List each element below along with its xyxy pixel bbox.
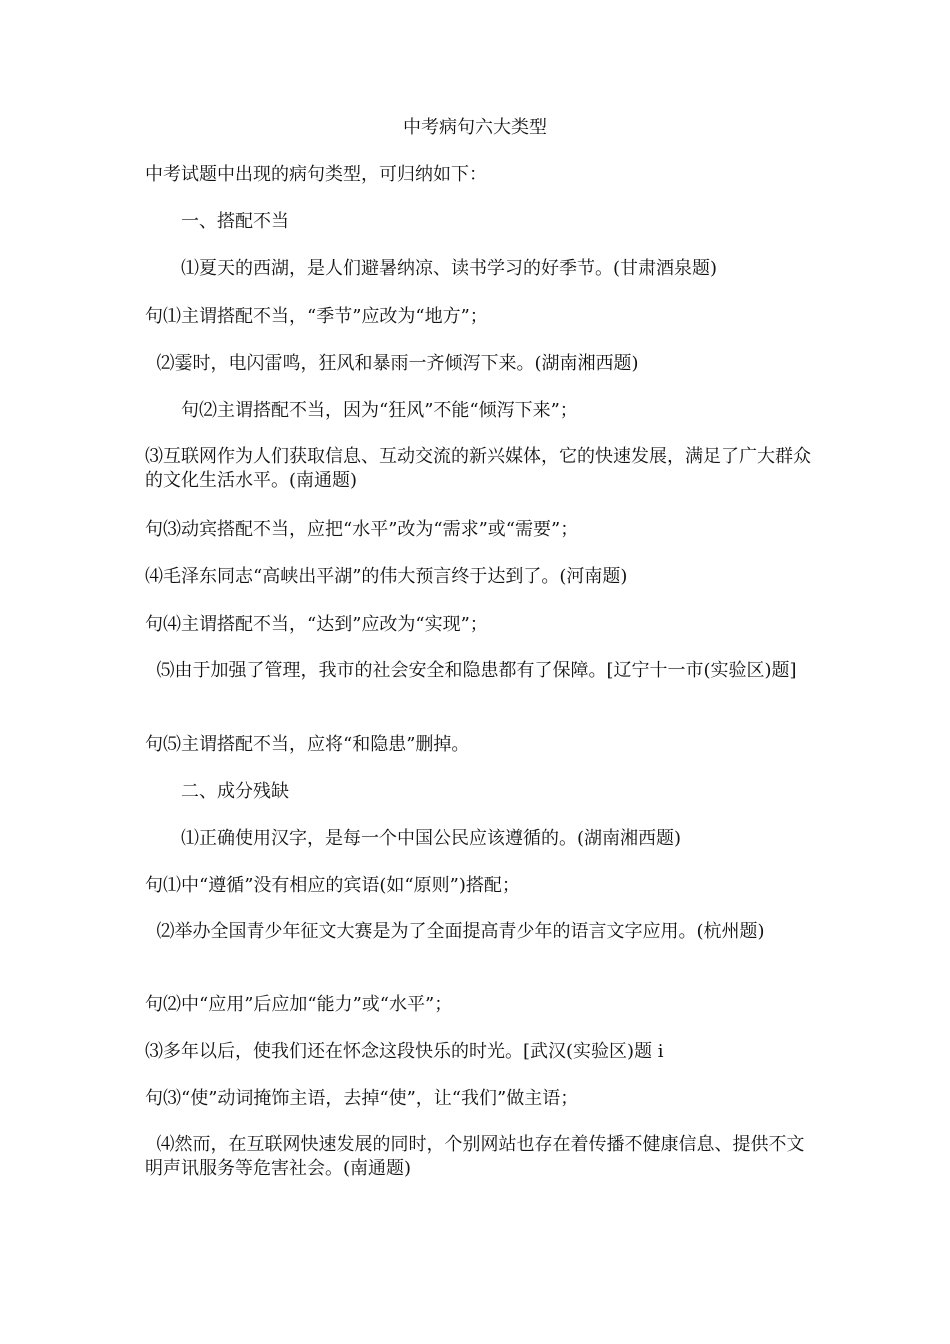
example-sentence: ⑴正确使用汉字，是每一个中国公民应该遵循的。(湖南湘西题) <box>145 828 682 849</box>
intro-paragraph: 中考试题中出现的病句类型，可归纳如下： <box>145 164 487 185</box>
example-sentence: ⑶多年以后，使我们还在怀念这段快乐的时光。[武汉(实验区)题 i <box>145 1041 664 1062</box>
example-sentence: ⑵举办全国青少年征文大赛是为了全面提高青少年的语言文字应用。(杭州题) <box>145 921 765 942</box>
example-sentence: ⑵霎时，电闪雷鸣，狂风和暴雨一齐倾泻下来。(湖南湘西题) <box>145 353 639 374</box>
analysis-paragraph: 句⑷主谓搭配不当，“达到”应改为“实现”； <box>145 614 488 635</box>
analysis-paragraph: 句⑴主谓搭配不当，“季节”应改为“地方”； <box>145 306 488 327</box>
example-sentence: ⑴夏天的西湖，是人们避暑纳凉、读书学习的好季节。(甘肃酒泉题) <box>145 258 718 279</box>
analysis-paragraph: 句⑶“使”动词掩饰主语，去掉“使”，让“我们”做主语； <box>145 1088 579 1109</box>
example-sentence: ⑷毛泽东同志“高峡出平湖”的伟大预言终于达到了。(河南题) <box>145 566 628 587</box>
analysis-paragraph: 句⑶动宾搭配不当，应把“水平”改为“需求”或“需要”； <box>145 519 579 540</box>
example-sentence: ⑸由于加强了管理，我市的社会安全和隐患都有了保障。[辽宁十一市(实验区)题] <box>145 660 797 681</box>
analysis-paragraph: 句⑴中“遵循”没有相应的宾语(如“原则”)搭配； <box>145 875 520 896</box>
section-heading-1: 一、搭配不当 <box>145 211 289 232</box>
example-sentence: ⑷然而，在互联网快速发展的同时，个别网站也存在着传播不健康信息、提供不文明声讯服务等危害社会。(南通题) <box>145 1134 805 1179</box>
document-title: 中考病句六大类型 <box>403 117 547 138</box>
section-heading-2: 二、成分残缺 <box>145 781 289 802</box>
analysis-paragraph: 句⑵中“应用”后应加“能力”或“水平”； <box>145 994 453 1015</box>
analysis-paragraph: 句⑸主谓搭配不当，应将“和隐患”删掉。 <box>145 734 470 755</box>
analysis-paragraph: 句⑵主谓搭配不当，因为“狂风”不能“倾泻下来”； <box>145 400 578 421</box>
example-sentence: ⑶互联网作为人们获取信息、互动交流的新兴媒体，它的快速发展，满足了广大群众的文化生活水平。(南通题) <box>145 446 811 491</box>
